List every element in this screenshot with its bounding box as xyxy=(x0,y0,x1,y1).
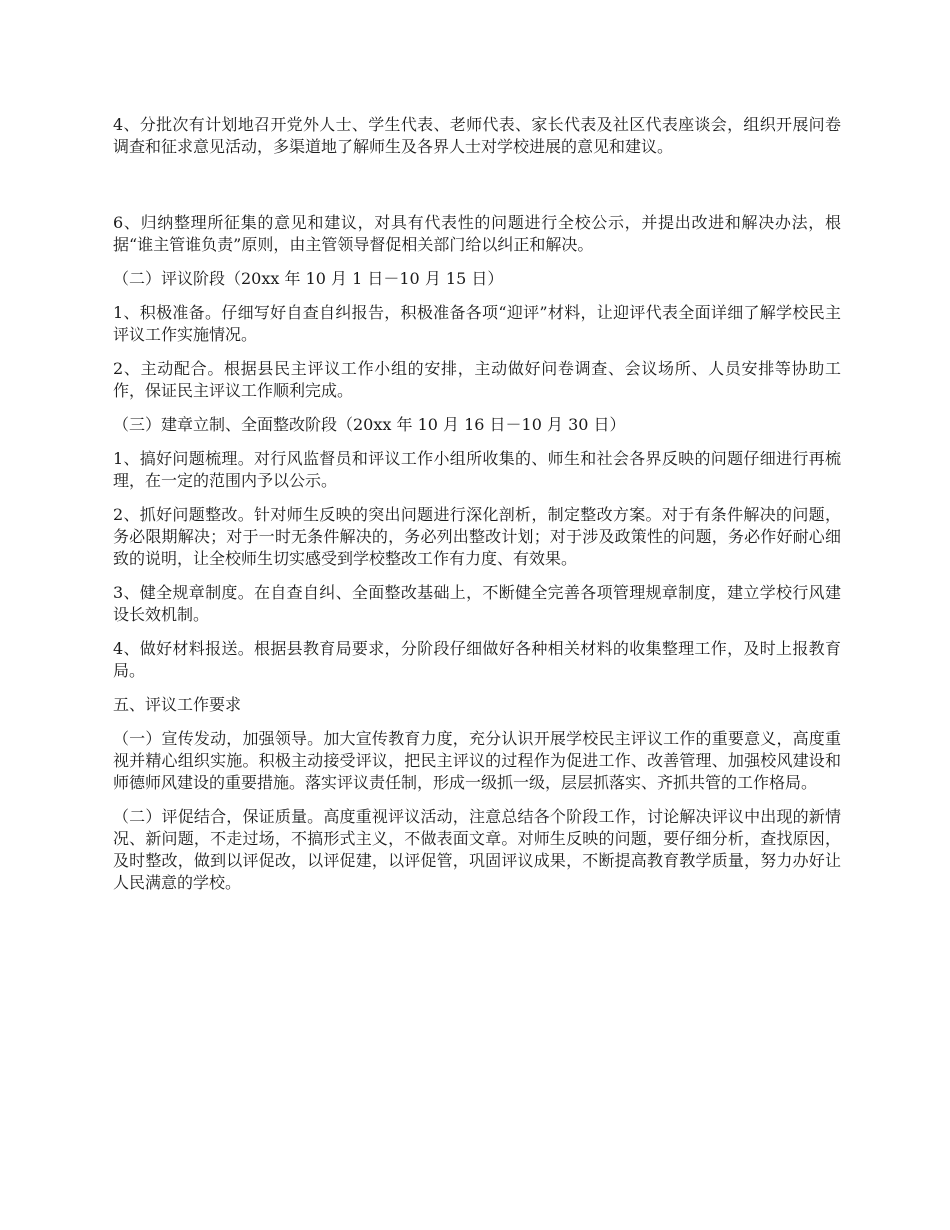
paragraph-requirement-2: （二）评促结合，保证质量。高度重视评议活动，注意总结各个阶段工作，讨论解决评议中出现的新情况、新问题，不走过场，不搞形式主义，不做表面文章。对师生反映的问题，要仔细分析，查找原因，及时整改，做到以评促改，以评促建，以评促管，巩固评议成果，不断提高教育教学质量，努力办好让人民满意的学校。 xyxy=(113,807,841,892)
paragraph-item-4-report: 4、做好材料报送。根据县教育局要求，分阶段仔细做好各种相关材料的收集整理工作，及时上报教育局。 xyxy=(113,639,841,680)
paragraph-item-2-cooperate: 2、主动配合。根据县民主评议工作小组的安排，主动做好问卷调查、会议场所、人员安排等协助工作，保证民主评议工作顺利完成。 xyxy=(113,359,841,400)
section-heading-review-stage: （二）评议阶段（20xx 年 10 月 1 日－10 月 15 日） xyxy=(113,269,504,288)
paragraph-item-6-summary: 6、归纳整理所征集的意见和建议，对具有代表性的问题进行全校公示，并提出改进和解决办法，根据“谁主管谁负责”原则，由主管领导督促相关部门给以纠正和解决。 xyxy=(113,213,841,254)
document-body xyxy=(113,114,841,906)
section-heading-requirements: 五、评议工作要求 xyxy=(113,695,242,714)
paragraph-item-1-prepare: 1、积极准备。仔细写好自查自纠报告，积极准备各项“迎评”材料，让迎评代表全面详细了解学校民主评议工作实施情况。 xyxy=(113,303,841,344)
paragraph-item-4-forums: 4、分批次有计划地召开党外人士、学生代表、老师代表、家长代表及社区代表座谈会，组织开展问卷调查和征求意见活动，多渠道地了解师生及各界人士对学校进展的意见和建议。 xyxy=(113,115,841,156)
paragraph-requirement-1: （一）宣传发动，加强领导。加大宣传教育力度，充分认识开展学校民主评议工作的重要意义，高度重视并精心组织实施。积极主动接受评议，把民主评议的过程作为促进工作、改善管理、加强校风建设和师德师风建设的重要措施。落实评议责任制，形成一级抓一级，层层抓落实、齐抓共管的工作格局。 xyxy=(113,729,841,792)
paragraph-item-2-rectify: 2、抓好问题整改。针对师生反映的突出问题进行深化剖析，制定整改方案。对于有条件解决的问题，务必限期解决；对于一时无条件解决的，务必列出整改计划；对于涉及政策性的问题，务必作好耐心细致的说明，让全校师生切实感受到学校整改工作有力度、有效果。 xyxy=(113,505,841,568)
paragraph-item-3-rules: 3、健全规章制度。在自查自纠、全面整改基础上，不断健全完善各项管理规章制度，建立学校行风建设长效机制。 xyxy=(113,583,841,624)
section-heading-rectification-stage: （三）建章立制、全面整改阶段（20xx 年 10 月 16 日－10 月 30 日） xyxy=(113,415,626,434)
paragraph-item-1-sort-issues: 1、搞好问题梳理。对行风监督员和评议工作小组所收集的、师生和社会各界反映的问题仔细进行再梳理，在一定的范围内予以公示。 xyxy=(113,449,841,490)
